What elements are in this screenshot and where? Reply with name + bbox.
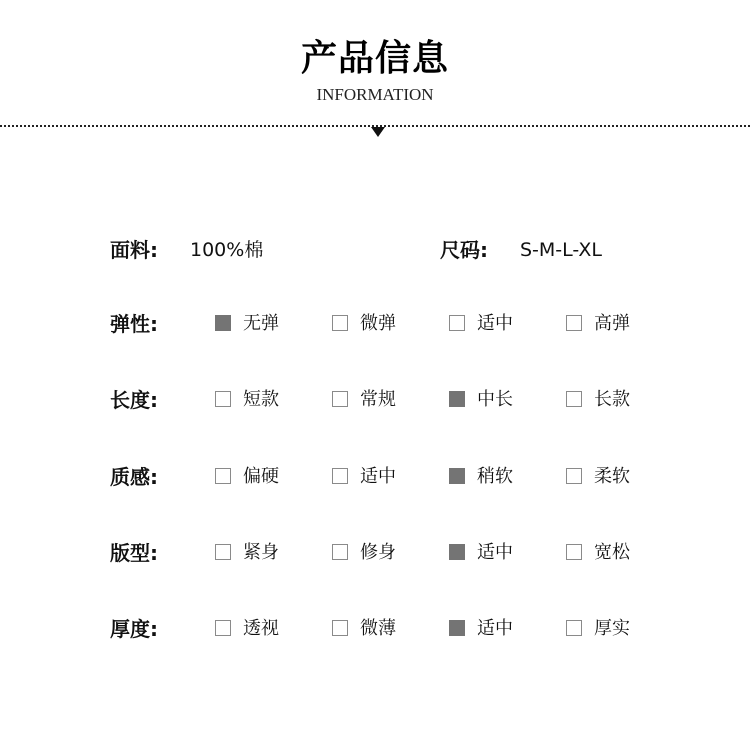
attribute-label: 长度: bbox=[110, 388, 158, 412]
option-label: 适中 bbox=[477, 542, 513, 563]
option-item[interactable] bbox=[215, 457, 325, 497]
fabric-size-row bbox=[0, 230, 750, 270]
option-label: 适中 bbox=[477, 313, 513, 334]
checkbox[interactable] bbox=[449, 315, 465, 331]
checkbox[interactable] bbox=[332, 544, 348, 560]
size-label: 尺码: bbox=[440, 238, 488, 262]
option-item[interactable] bbox=[215, 304, 325, 344]
attribute-row-elasticity bbox=[0, 304, 750, 344]
checkbox[interactable] bbox=[332, 620, 348, 636]
option-item[interactable] bbox=[449, 457, 559, 497]
attribute-row-fit bbox=[0, 533, 750, 573]
option-item[interactable] bbox=[566, 380, 676, 420]
option-label: 厚实 bbox=[594, 618, 630, 639]
attribute-label: 厚度: bbox=[110, 617, 158, 641]
checkbox[interactable] bbox=[566, 391, 582, 407]
option-item[interactable] bbox=[449, 304, 559, 344]
checkbox[interactable] bbox=[566, 544, 582, 560]
option-item[interactable] bbox=[332, 304, 442, 344]
checkbox[interactable] bbox=[332, 315, 348, 331]
option-item[interactable] bbox=[449, 380, 559, 420]
checkbox[interactable] bbox=[566, 315, 582, 331]
checkbox[interactable] bbox=[332, 468, 348, 484]
option-item[interactable] bbox=[449, 609, 559, 649]
option-item[interactable] bbox=[332, 457, 442, 497]
checkbox-checked[interactable] bbox=[449, 544, 465, 560]
option-item[interactable] bbox=[566, 609, 676, 649]
attribute-row-length bbox=[0, 380, 750, 420]
option-label: 紧身 bbox=[243, 542, 279, 563]
option-label: 常规 bbox=[360, 389, 396, 410]
attribute-row-texture bbox=[0, 457, 750, 497]
checkbox[interactable] bbox=[566, 620, 582, 636]
option-label: 短款 bbox=[243, 389, 279, 410]
attribute-label: 质感: bbox=[110, 465, 158, 489]
option-item[interactable] bbox=[215, 609, 325, 649]
option-item[interactable] bbox=[566, 533, 676, 573]
checkbox-checked[interactable] bbox=[215, 315, 231, 331]
option-item[interactable] bbox=[332, 380, 442, 420]
checkbox-checked[interactable] bbox=[449, 391, 465, 407]
option-item[interactable] bbox=[332, 533, 442, 573]
page-title: 产品信息 bbox=[300, 38, 449, 79]
checkbox[interactable] bbox=[215, 468, 231, 484]
option-label: 高弹 bbox=[594, 313, 630, 334]
option-label: 宽松 bbox=[594, 542, 630, 563]
option-label: 偏硬 bbox=[243, 466, 279, 487]
triangle-pointer-icon bbox=[371, 127, 385, 137]
option-item[interactable] bbox=[215, 380, 325, 420]
option-label: 微薄 bbox=[360, 618, 396, 639]
checkbox[interactable] bbox=[332, 391, 348, 407]
option-label: 中长 bbox=[477, 389, 513, 410]
attribute-label: 弹性: bbox=[110, 312, 158, 336]
option-item[interactable] bbox=[215, 533, 325, 573]
option-item[interactable] bbox=[566, 304, 676, 344]
option-label: 稍软 bbox=[477, 466, 513, 487]
option-item[interactable] bbox=[449, 533, 559, 573]
option-label: 适中 bbox=[360, 466, 396, 487]
size-value: S-M-L-XL bbox=[520, 239, 602, 261]
checkbox[interactable] bbox=[215, 391, 231, 407]
option-item[interactable] bbox=[566, 457, 676, 497]
option-label: 柔软 bbox=[594, 466, 630, 487]
fabric-label: 面料: bbox=[110, 238, 158, 262]
option-label: 无弹 bbox=[243, 313, 279, 334]
option-label: 修身 bbox=[360, 542, 396, 563]
checkbox[interactable] bbox=[215, 620, 231, 636]
option-item[interactable] bbox=[332, 609, 442, 649]
option-label: 长款 bbox=[594, 389, 630, 410]
checkbox[interactable] bbox=[566, 468, 582, 484]
option-label: 透视 bbox=[243, 618, 279, 639]
option-label: 适中 bbox=[477, 618, 513, 639]
checkbox[interactable] bbox=[215, 544, 231, 560]
attribute-label: 版型: bbox=[110, 541, 158, 565]
option-label: 微弹 bbox=[360, 313, 396, 334]
fabric-value: 100%棉 bbox=[190, 239, 264, 261]
page-subtitle: INFORMATION bbox=[316, 85, 434, 104]
attribute-row-thickness bbox=[0, 609, 750, 649]
checkbox-checked[interactable] bbox=[449, 468, 465, 484]
checkbox-checked[interactable] bbox=[449, 620, 465, 636]
